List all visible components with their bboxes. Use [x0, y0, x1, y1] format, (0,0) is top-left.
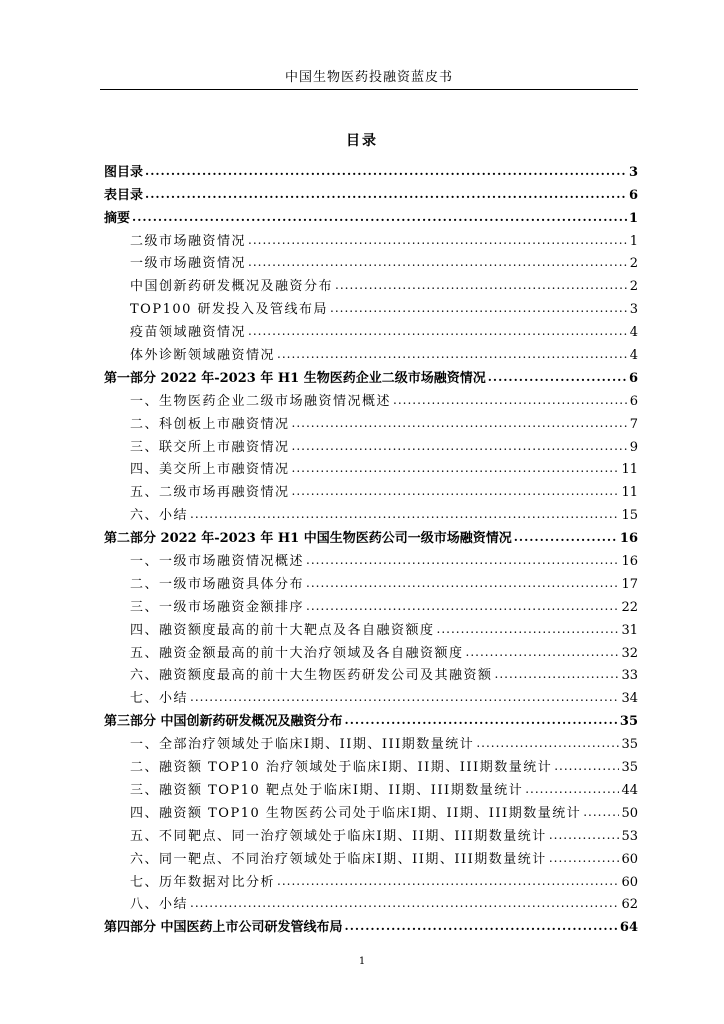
toc-dot-leader [277, 875, 619, 890]
toc-dot-leader [292, 440, 628, 455]
toc-entry-title: 第三部分 中国创新药研发概况及融资分布 [104, 714, 343, 730]
toc-entry-section[interactable] [104, 180, 638, 203]
toc-entry-subsection[interactable] [104, 752, 638, 775]
toc-entry-page: 34 [621, 691, 638, 707]
toc-entry-page: 3 [629, 302, 638, 318]
toc-dot-leader [549, 852, 620, 867]
toc-entry-title: 三、融资额 TOP10 靶点处于临床I期、II期、III期数量统计 [130, 782, 524, 798]
toc-entry-page: 1 [629, 233, 638, 249]
toc-dot-leader [466, 646, 620, 661]
toc-entry-title: 第二部分 2022 年-2023 年 H1 中国生物医药公司一级市场融资情况 [104, 531, 512, 547]
toc-entry-page: 35 [621, 760, 638, 776]
toc-entry-subsection[interactable] [104, 821, 638, 844]
toc-entry-title: 六、融资额度最高的前十大生物医药研发公司及其融资额 [130, 668, 493, 684]
table-of-contents [104, 157, 638, 935]
toc-dot-leader [306, 600, 619, 615]
toc-entry-title: 二、融资额 TOP10 治疗领域处于临床I期、II期、III期数量统计 [130, 760, 553, 776]
toc-entry-page: 4 [629, 325, 638, 341]
toc-entry-page: 6 [628, 370, 638, 386]
toc-entry-page: 60 [621, 851, 638, 867]
toc-entry-title: 二、科创板上市融资情况 [130, 416, 290, 432]
toc-dot-leader [248, 234, 628, 249]
toc-entry-title: 七、小结 [130, 691, 189, 707]
toc-entry-section[interactable] [104, 363, 638, 386]
toc-entry-title: 疫苗领域融资情况 [130, 325, 247, 341]
toc-entry-title: 二级市场融资情况 [130, 233, 247, 249]
toc-entry-title: 二、一级市场融资具体分布 [130, 576, 305, 592]
toc-entry-title: 图目录 [104, 164, 144, 180]
toc-entry-page: 50 [621, 805, 638, 821]
toc-entry-page: 11 [621, 485, 638, 501]
toc-dot-leader [335, 279, 628, 294]
toc-entry-subsection[interactable] [104, 271, 638, 294]
toc-entry-page: 62 [621, 897, 638, 913]
toc-dot-leader [554, 760, 619, 775]
toc-entry-subsection[interactable] [104, 455, 638, 478]
toc-entry-section[interactable] [104, 523, 638, 546]
toc-entry-subsection[interactable] [104, 477, 638, 500]
toc-entry-page: 44 [621, 782, 638, 798]
toc-entry-title: 八、小结 [130, 897, 189, 913]
toc-dot-leader [330, 302, 628, 317]
toc-title: 目录 [346, 133, 378, 149]
toc-dot-leader [345, 714, 618, 729]
toc-entry-page: 32 [621, 645, 638, 661]
toc-entry-page: 35 [621, 737, 638, 753]
toc-entry-page: 15 [621, 508, 638, 524]
toc-entry-page: 6 [628, 187, 638, 203]
header-divider [100, 89, 638, 90]
toc-entry-title: 摘要 [104, 210, 131, 226]
toc-entry-section[interactable] [104, 706, 638, 729]
toc-entry-title: 一、全部治疗领域处于临床I期、II期、III期数量统计 [130, 737, 475, 753]
toc-entry-subsection[interactable] [104, 867, 638, 890]
toc-dot-leader [292, 485, 620, 500]
toc-entry-subsection[interactable] [104, 294, 638, 317]
toc-entry-section[interactable] [104, 912, 638, 935]
toc-entry-title: 体外诊断领域融资情况 [130, 348, 276, 364]
toc-dot-leader [306, 577, 619, 592]
toc-entry-subsection[interactable] [104, 546, 638, 569]
toc-entry-title: TOP100 研发投入及管线布局 [130, 302, 329, 318]
toc-entry-subsection[interactable] [104, 569, 638, 592]
toc-entry-title: 七、历年数据对比分析 [130, 874, 276, 890]
toc-entry-subsection[interactable] [104, 317, 638, 340]
toc-entry-page: 3 [628, 164, 638, 180]
toc-dot-leader [132, 211, 627, 226]
toc-entry-page: 22 [621, 599, 638, 615]
toc-entry-subsection[interactable] [104, 638, 638, 661]
toc-entry-page: 2 [629, 279, 638, 295]
toc-entry-page: 2 [629, 256, 638, 272]
toc-dot-leader [393, 394, 628, 409]
toc-dot-leader [488, 371, 627, 386]
toc-entry-subsection[interactable] [104, 775, 638, 798]
toc-entry-subsection[interactable] [104, 249, 638, 272]
toc-entry-title: 中国创新药研发概况及融资分布 [130, 279, 334, 295]
toc-entry-subsection[interactable] [104, 798, 638, 821]
running-header: 中国生物医药投融资蓝皮书 [284, 70, 453, 85]
toc-entry-page: 33 [621, 668, 638, 684]
toc-entry-subsection[interactable] [104, 409, 638, 432]
toc-dot-leader [292, 417, 628, 432]
toc-dot-leader [514, 531, 618, 546]
toc-dot-leader [292, 462, 620, 477]
toc-dot-leader [145, 165, 627, 180]
toc-entry-page: 31 [621, 622, 638, 638]
toc-entry-subsection[interactable] [104, 661, 638, 684]
toc-entry-subsection[interactable] [104, 226, 638, 249]
toc-entry-title: 六、小结 [130, 508, 189, 524]
toc-entry-page: 35 [619, 714, 638, 730]
toc-dot-leader [306, 554, 619, 569]
toc-entry-page: 53 [621, 828, 638, 844]
page-number: 1 [358, 956, 366, 967]
toc-entry-page: 1 [628, 210, 638, 226]
toc-dot-leader [345, 920, 618, 935]
toc-entry-subsection[interactable] [104, 890, 638, 913]
toc-entry-title: 五、不同靶点、同一治疗领域处于临床I期、II期、III期数量统计 [130, 828, 547, 844]
toc-entry-title: 一级市场融资情况 [130, 256, 247, 272]
toc-dot-leader [583, 806, 619, 821]
toc-entry-page: 7 [629, 416, 638, 432]
toc-entry-title: 四、美交所上市融资情况 [130, 462, 290, 478]
toc-entry-subsection[interactable] [104, 500, 638, 523]
toc-entry-subsection[interactable] [104, 386, 638, 409]
toc-dot-leader [190, 508, 619, 523]
toc-entry-title: 五、融资金额最高的前十大治疗领域及各自融资额度 [130, 645, 464, 661]
toc-entry-title: 四、融资额 TOP10 生物医药公司处于临床I期、II期、III期数量统计 [130, 805, 582, 821]
toc-entry-title: 四、融资额度最高的前十大靶点及各自融资额度 [130, 622, 435, 638]
toc-entry-page: 11 [621, 462, 638, 478]
toc-dot-leader [145, 188, 627, 203]
toc-entry-title: 表目录 [104, 187, 144, 203]
toc-entry-title: 一、生物医药企业二级市场融资情况概述 [130, 393, 392, 409]
toc-entry-title: 六、同一靶点、不同治疗领域处于临床I期、II期、III期数量统计 [130, 851, 547, 867]
toc-dot-leader [190, 691, 619, 706]
toc-dot-leader [437, 623, 620, 638]
toc-entry-title: 三、一级市场融资金额排序 [130, 599, 305, 615]
toc-dot-leader [495, 668, 620, 683]
toc-entry-title: 五、二级市场再融资情况 [130, 485, 290, 501]
toc-dot-leader [277, 348, 628, 363]
toc-entry-subsection[interactable] [104, 340, 638, 363]
toc-dot-leader [190, 897, 619, 912]
toc-entry-section[interactable] [104, 203, 638, 226]
toc-dot-leader [549, 829, 620, 844]
toc-entry-page: 4 [629, 348, 638, 364]
toc-entry-subsection[interactable] [104, 592, 638, 615]
toc-entry-page: 60 [621, 874, 638, 890]
toc-entry-subsection[interactable] [104, 729, 638, 752]
toc-entry-title: 一、一级市场融资情况概述 [130, 554, 305, 570]
toc-dot-leader [525, 783, 619, 798]
toc-entry-page: 17 [621, 576, 638, 592]
toc-entry-subsection[interactable] [104, 432, 638, 455]
toc-entry-subsection[interactable] [104, 615, 638, 638]
toc-entry-page: 64 [619, 920, 638, 936]
toc-entry-title: 三、联交所上市融资情况 [130, 439, 290, 455]
toc-entry-section[interactable] [104, 157, 638, 180]
toc-entry-title: 第四部分 中国医药上市公司研发管线布局 [104, 920, 343, 936]
toc-entry-page: 9 [629, 439, 638, 455]
toc-dot-leader [248, 325, 628, 340]
toc-entry-page: 16 [621, 554, 638, 570]
toc-entry-subsection[interactable] [104, 844, 638, 867]
toc-entry-page: 16 [619, 531, 638, 547]
toc-dot-leader [248, 256, 628, 271]
toc-dot-leader [476, 737, 619, 752]
toc-entry-page: 6 [629, 393, 638, 409]
toc-entry-subsection[interactable] [104, 683, 638, 706]
toc-entry-title: 第一部分 2022 年-2023 年 H1 生物医药企业二级市场融资情况 [104, 370, 486, 386]
